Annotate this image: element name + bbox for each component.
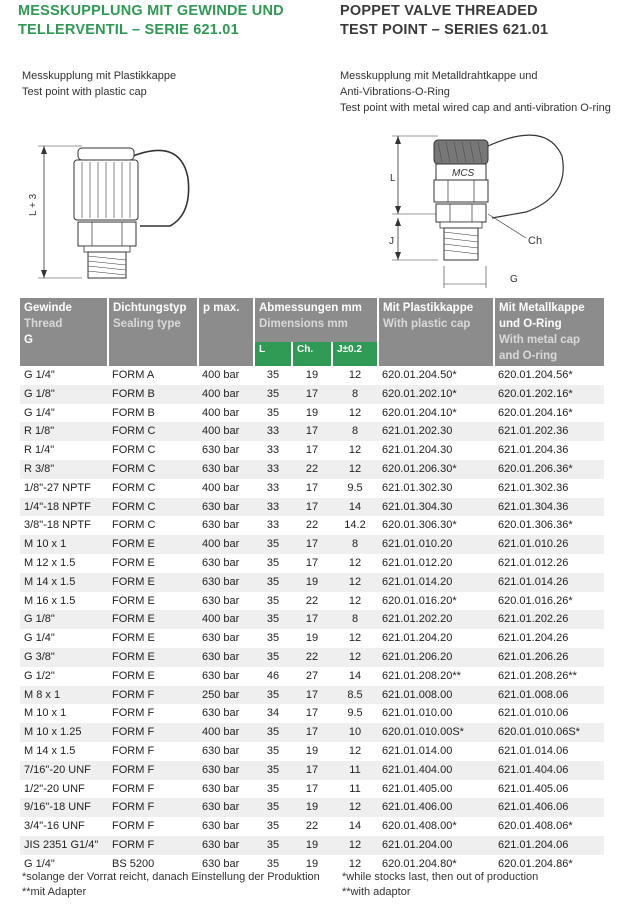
table-cell: G 1/8": [20, 610, 108, 629]
table-cell: M 12 x 1.5: [24, 556, 76, 569]
table-row: [20, 704, 604, 723]
table-cell: FORM E: [108, 573, 198, 592]
table-cell: FORM F: [108, 761, 198, 780]
page-title-de: [18, 2, 284, 40]
table-cell: JIS 2351 G1/4": [20, 836, 108, 855]
table-cell: 12: [332, 836, 378, 855]
table-body: [20, 366, 604, 874]
table-cell: M 8 x 1: [20, 686, 108, 705]
table-cell: FORM E: [108, 535, 198, 554]
table-cell: 35: [266, 556, 280, 569]
table-cell: 630 bar: [202, 594, 240, 607]
table-cell: 621.01.304.36: [494, 498, 604, 517]
table-cell: 33: [266, 444, 280, 457]
table-cell: 19: [292, 836, 332, 855]
table-cell: 12: [348, 594, 362, 607]
table-row: [20, 592, 604, 611]
table-cell: M 16 x 1.5: [24, 594, 76, 607]
table-cell: 620.01.306.30*: [382, 519, 457, 532]
table-cell: G 1/8": [20, 385, 108, 404]
title-en-line2: TEST POINT – SERIES 621.01: [340, 22, 549, 38]
table-row: [20, 686, 604, 705]
table-cell: 8.5: [332, 686, 378, 705]
footnotes-de: [22, 870, 320, 900]
table-cell: 620.01.206.30*: [378, 460, 494, 479]
table-cell: 19: [305, 369, 319, 381]
table-cell: 621.01.208.26**: [498, 669, 577, 682]
table-cell: 621.01.014.00: [382, 744, 453, 757]
table-cell: 620.01.408.00*: [382, 820, 457, 833]
table-cell: 400 bar: [198, 610, 254, 629]
table-cell: 1/8"-27 NPTF: [24, 481, 91, 494]
table-cell: FORM F: [112, 707, 155, 720]
table-cell: 400 bar: [198, 535, 254, 554]
table-cell: G 3/8": [20, 648, 108, 667]
dim-label-l: L: [390, 173, 396, 184]
table-cell: 35: [266, 632, 280, 645]
table-cell: FORM F: [112, 744, 155, 757]
right-caption: [340, 68, 611, 116]
table-cell: 621.01.204.06: [494, 836, 604, 855]
table-cell: 8: [332, 535, 378, 554]
table-cell: 630 bar: [202, 744, 240, 757]
table-cell: M 14 x 1.5: [20, 573, 108, 592]
table-cell: 620.01.204.16*: [498, 406, 573, 419]
table-cell: FORM A: [112, 369, 155, 381]
table-cell: 35: [254, 385, 292, 404]
table-cell: FORM E: [112, 669, 155, 682]
table-cell: 621.01.302.30: [382, 481, 453, 494]
table-cell: 35: [254, 648, 292, 667]
col-thread-de: Gewinde: [24, 302, 72, 314]
table-cell: 35: [254, 761, 292, 780]
table-cell: 400 bar: [198, 422, 254, 441]
table-cell: 620.01.204.86*: [498, 857, 573, 870]
table-cell: 620.01.408.06*: [498, 820, 573, 833]
table-cell: G 1/4": [24, 406, 55, 419]
table-cell: 33: [254, 422, 292, 441]
table-cell: 620.01.204.50*: [382, 369, 457, 381]
table-cell: G 1/4": [24, 369, 55, 381]
table-row: [20, 573, 604, 592]
footnote-en-1: *while stocks last, then out of production: [342, 871, 539, 883]
table-cell: 12: [332, 460, 378, 479]
metal-cap-drawing: [376, 126, 596, 294]
table-cell: 621.01.012.20: [382, 556, 453, 569]
table-cell: 620.01.016.20*: [382, 594, 457, 607]
table-cell: 19: [305, 857, 319, 870]
table-cell: 621.01.010.06: [498, 707, 569, 720]
table-cell: FORM C: [108, 498, 198, 517]
table-cell: 630 bar: [198, 761, 254, 780]
table-cell: 620.01.010.06S*: [494, 723, 604, 742]
table-cell: 400 bar: [198, 385, 254, 404]
table-cell: FORM F: [108, 798, 198, 817]
table-cell: 621.01.304.30: [378, 498, 494, 517]
table-cell: 35: [266, 744, 280, 757]
table-cell: 33: [266, 519, 280, 532]
page-title-en: [340, 2, 548, 40]
table-row: [20, 761, 604, 780]
table-cell: FORM E: [108, 648, 198, 667]
table-cell: 621.01.405.00: [382, 782, 453, 795]
table-row: [20, 554, 604, 573]
table-cell: 12: [332, 798, 378, 817]
table-cell: M 10 x 1.25: [20, 723, 108, 742]
footnote-en-2: **with adaptor: [342, 886, 411, 898]
table-cell: 620.01.204.80*: [382, 857, 457, 870]
table-cell: 17: [292, 761, 332, 780]
table-cell: 22: [305, 594, 319, 607]
table-row: [20, 648, 604, 667]
table-cell: 8: [332, 610, 378, 629]
title-de-line1: MESSKUPPLUNG MIT GEWINDE UND: [18, 3, 284, 19]
table-cell: 621.01.406.00: [378, 798, 494, 817]
table-cell: 400 bar: [202, 406, 240, 419]
table-cell: FORM C: [112, 481, 156, 494]
table-cell: 621.01.204.00: [378, 836, 494, 855]
table-cell: FORM C: [112, 444, 156, 457]
table-cell: R 1/4": [24, 444, 55, 457]
table-cell: 22: [305, 820, 319, 833]
table-cell: FORM B: [112, 406, 155, 419]
col-plastic-en: With plastic cap: [383, 318, 471, 330]
product-table: [20, 298, 604, 874]
table-cell: 35: [254, 798, 292, 817]
table-cell: 621.01.204.30: [382, 444, 453, 457]
table-cell: 630 bar: [198, 498, 254, 517]
table-cell: 35: [266, 406, 280, 419]
table-cell: 8: [332, 422, 378, 441]
table-cell: 35: [254, 573, 292, 592]
table-cell: 12: [348, 632, 362, 645]
table-row: [20, 836, 604, 855]
table-cell: 11: [332, 761, 378, 780]
dim-label-g: G: [510, 274, 518, 285]
table-cell: 630 bar: [202, 820, 240, 833]
table-cell: FORM C: [108, 422, 198, 441]
col-j: J±0.2: [332, 342, 378, 366]
table-cell: 621.01.204.20: [382, 632, 453, 645]
table-cell: FORM F: [108, 723, 198, 742]
table-cell: 17: [305, 707, 319, 720]
left-caption-de: Messkupplung mit Plastikkappe: [22, 70, 177, 82]
col-pmax-label: p max.: [203, 302, 240, 314]
table-cell: 621.01.012.26: [498, 556, 569, 569]
table-cell: 17: [305, 782, 319, 795]
col-metal-de-2: und O-Ring: [499, 318, 562, 330]
table-row: [20, 629, 604, 648]
table-cell: 14: [348, 669, 362, 682]
table-row: [20, 798, 604, 817]
table-cell: 621.01.208.20**: [382, 669, 461, 682]
dim-label-j: J: [389, 236, 394, 247]
table-cell: 621.01.302.36: [498, 481, 569, 494]
col-seal-en: Sealing type: [113, 318, 181, 330]
table-cell: BS 5200: [112, 857, 155, 870]
table-row: [20, 817, 604, 836]
table-cell: 621.01.014.26: [494, 573, 604, 592]
footnote-de-1: *solange der Vorrat reicht, danach Einstellung der Produktion: [22, 871, 320, 883]
mcs-label: MCS: [452, 168, 475, 179]
col-plastic-de: Mit Plastikkappe: [383, 302, 474, 314]
table-cell: FORM F: [108, 836, 198, 855]
table-cell: 630 bar: [202, 782, 240, 795]
table-cell: 35: [254, 535, 292, 554]
table-cell: 621.01.204.26: [498, 632, 569, 645]
table-cell: 1/2"-20 UNF: [24, 782, 85, 795]
table-cell: 14: [332, 498, 378, 517]
left-caption: [22, 68, 176, 100]
table-cell: 621.01.406.06: [494, 798, 604, 817]
table-row: [20, 422, 604, 441]
table-cell: FORM E: [108, 610, 198, 629]
table-cell: 630 bar: [198, 836, 254, 855]
table-cell: 34: [266, 707, 280, 720]
table-cell: 17: [292, 610, 332, 629]
right-caption-de-2: Anti-Vibrations-O-Ring: [340, 86, 450, 98]
col-thread-g: G: [24, 334, 33, 346]
table-cell: 35: [266, 594, 280, 607]
table-cell: 9/16"-18 UNF: [20, 798, 108, 817]
table-cell: 9.5: [347, 707, 363, 720]
col-plastic: [378, 298, 494, 366]
table-cell: 35: [266, 782, 280, 795]
col-thread: [20, 298, 108, 366]
table-cell: 22: [292, 648, 332, 667]
table-row: [20, 516, 604, 535]
col-dim-en: Dimensions mm: [259, 318, 348, 330]
table-cell: FORM F: [108, 686, 198, 705]
table-cell: 621.01.010.00: [382, 707, 453, 720]
table-cell: 17: [292, 422, 332, 441]
table-cell: 35: [266, 857, 280, 870]
table-cell: 621.01.206.20: [378, 648, 494, 667]
table-cell: R 3/8": [20, 460, 108, 479]
table-cell: FORM B: [108, 385, 198, 404]
table-cell: 17: [292, 385, 332, 404]
table-cell: 620.01.206.36*: [494, 460, 604, 479]
table-row: [20, 667, 604, 686]
table-cell: 621.01.010.20: [378, 535, 494, 554]
col-dimensions: [254, 298, 378, 342]
table-cell: 630 bar: [198, 648, 254, 667]
table-cell: 400 bar: [198, 723, 254, 742]
table-cell: G 1/2": [24, 669, 55, 682]
table-row: [20, 742, 604, 761]
right-caption-de-1: Messkupplung mit Metalldrahtkappe und: [340, 70, 538, 82]
table-cell: 17: [305, 444, 319, 457]
table-cell: 17: [292, 498, 332, 517]
table-cell: 35: [266, 820, 280, 833]
table-cell: 250 bar: [198, 686, 254, 705]
table-cell: 17: [292, 686, 332, 705]
table-cell: FORM C: [108, 460, 198, 479]
footnote-de-2: **mit Adapter: [22, 886, 87, 898]
col-metal-de-1: Mit Metallkappe: [499, 302, 585, 314]
table-cell: 19: [305, 632, 319, 645]
table-cell: G 1/4": [24, 857, 55, 870]
table-cell: 621.01.204.36: [498, 444, 569, 457]
table-cell: G 1/4": [24, 632, 55, 645]
table-cell: 3/8"-18 NPTF: [24, 519, 91, 532]
table-cell: FORM C: [112, 519, 156, 532]
table-cell: 8: [332, 385, 378, 404]
table-cell: 14.2: [344, 519, 366, 532]
col-metal-en-1: With metal cap: [499, 334, 581, 346]
table-cell: 621.01.206.26: [494, 648, 604, 667]
col-thread-en: Thread: [24, 318, 63, 330]
table-row: [20, 535, 604, 554]
table-cell: 33: [254, 460, 292, 479]
table-row: [20, 723, 604, 742]
table-cell: 400 bar: [202, 481, 240, 494]
table-cell: 19: [292, 573, 332, 592]
table-row: [20, 366, 604, 385]
table-cell: 35: [254, 686, 292, 705]
table-cell: 11: [349, 782, 361, 795]
table-cell: 621.01.010.26: [494, 535, 604, 554]
table-cell: 621.01.404.06: [494, 761, 604, 780]
table-cell: 1/4"-18 NPTF: [20, 498, 108, 517]
table-cell: 17: [292, 535, 332, 554]
table-cell: 630 bar: [202, 519, 240, 532]
table-cell: R 1/8": [20, 422, 108, 441]
table-cell: 620.01.204.10*: [382, 406, 457, 419]
table-cell: 621.01.008.00: [378, 686, 494, 705]
table-cell: 12: [348, 369, 362, 381]
table-cell: 630 bar: [202, 669, 240, 682]
table-cell: M 10 x 1: [20, 535, 108, 554]
table-cell: 19: [305, 406, 319, 419]
table-cell: 12: [332, 648, 378, 667]
table-cell: 621.01.405.06: [498, 782, 569, 795]
table-cell: 621.01.014.20: [378, 573, 494, 592]
table-cell: 630 bar: [202, 444, 240, 457]
dim-label-l3: L + 3: [28, 193, 39, 216]
table-cell: 630 bar: [202, 857, 240, 870]
col-ch: Ch.: [292, 342, 332, 366]
table-cell: 3/4"-16 UNF: [24, 820, 85, 833]
col-metal-en-2: and O-ring: [499, 350, 558, 362]
table-cell: 17: [305, 556, 319, 569]
table-cell: 630 bar: [198, 573, 254, 592]
col-seal-de: Dichtungstyp: [113, 302, 187, 314]
table-cell: 630 bar: [202, 707, 240, 720]
table-cell: 620.01.202.10*: [378, 385, 494, 404]
table-cell: 630 bar: [202, 632, 240, 645]
table-cell: 35: [254, 723, 292, 742]
col-l: L: [254, 342, 292, 366]
table-cell: 17: [305, 481, 319, 494]
table-row: [20, 385, 604, 404]
table-cell: 621.01.202.20: [378, 610, 494, 629]
table-cell: 33: [254, 498, 292, 517]
table-cell: 630 bar: [198, 460, 254, 479]
table-cell: 620.01.016.26*: [498, 594, 573, 607]
ch-label: Ch: [528, 235, 543, 247]
table-row: [20, 780, 604, 799]
table-cell: 35: [254, 610, 292, 629]
table-cell: 620.01.306.36*: [498, 519, 573, 532]
table-cell: FORM E: [112, 632, 155, 645]
table-cell: 27: [305, 669, 319, 682]
right-caption-en: Test point with metal wired cap and anti-vibration O-ring: [340, 102, 611, 114]
table-cell: 9.5: [347, 481, 363, 494]
table-row: [20, 404, 604, 423]
table-row: [20, 460, 604, 479]
table-cell: 12: [348, 556, 362, 569]
table-cell: 12: [348, 857, 362, 870]
table-cell: 17: [292, 723, 332, 742]
col-metal: [494, 298, 604, 366]
table-cell: 35: [254, 836, 292, 855]
table-cell: 7/16"-20 UNF: [20, 761, 108, 780]
table-cell: FORM E: [112, 556, 155, 569]
table-cell: 621.01.202.26: [494, 610, 604, 629]
table-cell: 621.01.404.00: [378, 761, 494, 780]
table-row: [20, 610, 604, 629]
table-cell: 35: [266, 369, 280, 381]
table-cell: M 10 x 1: [24, 707, 67, 720]
table-cell: 12: [348, 406, 362, 419]
title-en-line1: POPPET VALVE THREADED: [340, 3, 538, 19]
table-cell: 620.01.204.56*: [498, 369, 573, 381]
col-seal: [108, 298, 198, 366]
table-row: [20, 479, 604, 498]
table-cell: 630 bar: [202, 556, 240, 569]
table-cell: FORM F: [112, 820, 155, 833]
col-pmax: [198, 298, 254, 366]
col-dim-de: Abmessungen mm: [259, 302, 362, 314]
table-cell: 12: [332, 573, 378, 592]
table-cell: 33: [266, 481, 280, 494]
table-cell: 12: [348, 744, 362, 757]
title-de-line2: TELLERVENTIL – SERIE 621.01: [18, 22, 239, 38]
table-cell: 400 bar: [202, 369, 240, 381]
table-cell: 22: [305, 519, 319, 532]
table-cell: 621.01.202.36: [494, 422, 604, 441]
table-cell: 630 bar: [198, 798, 254, 817]
table-cell: 10: [332, 723, 378, 742]
table-cell: 46: [266, 669, 280, 682]
plastic-cap-drawing: [20, 118, 220, 288]
table-cell: FORM E: [112, 594, 155, 607]
table-cell: FORM F: [112, 782, 155, 795]
table-cell: 12: [348, 444, 362, 457]
table-row: [20, 441, 604, 460]
table-cell: 22: [292, 460, 332, 479]
table-cell: 621.01.202.30: [378, 422, 494, 441]
table-cell: 621.01.014.06: [498, 744, 569, 757]
table-cell: 19: [292, 798, 332, 817]
footnotes-en: [342, 870, 538, 900]
left-caption-en: Test point with plastic cap: [22, 86, 147, 98]
table-cell: 620.01.202.16*: [494, 385, 604, 404]
table-row: [20, 498, 604, 517]
table-cell: 14: [348, 820, 362, 833]
table-cell: 621.01.008.06: [494, 686, 604, 705]
table-cell: M 14 x 1.5: [24, 744, 76, 757]
table-header-row: [20, 298, 604, 342]
table-cell: 19: [305, 744, 319, 757]
table-cell: 620.01.010.00S*: [378, 723, 494, 742]
